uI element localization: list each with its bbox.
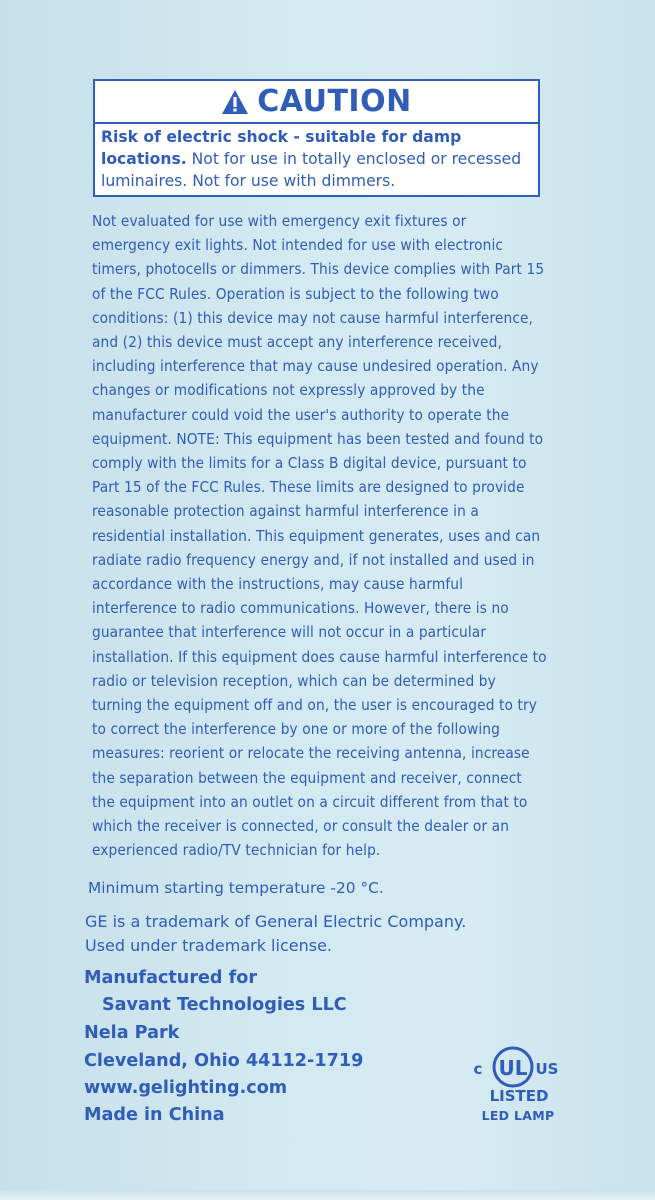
address-line-1: Nela Park [84, 1023, 180, 1043]
caution-box [93, 79, 540, 197]
ul-listed-label: LISTED [489, 1087, 549, 1105]
country-of-origin: Made in China [84, 1105, 225, 1125]
ul-product-label: LED LAMP [481, 1108, 555, 1123]
minimum-temperature: Minimum starting temperature -20 °C. [88, 879, 384, 897]
caution-rest-text: Not for use in totally enclosed or recessed luminaires. Not for use with dimmers. [101, 150, 522, 190]
warning-triangle-icon [221, 89, 249, 115]
trademark-line-2: Used under trademark license. [85, 936, 332, 955]
company-name: Savant Technologies LLC [102, 995, 347, 1015]
ul-logo-text: UL [498, 1056, 528, 1080]
ul-right-letters: US [535, 1060, 559, 1078]
trademark-line-1: GE is a trademark of General Electric Company. [85, 912, 467, 931]
website: www.gelighting.com [84, 1078, 288, 1098]
bottom-edge [0, 1190, 655, 1200]
ul-left-letter: c [473, 1060, 483, 1078]
address-line-2: Cleveland, Ohio 44112-1719 [84, 1051, 364, 1071]
fcc-compliance-text: Not evaluated for use with emergency exit fixtures or emergency exit lights. Not intended for use with electronic timers, photocells or dimmers. This device complies with Part 15 of the FCC Rules. Operation is subject to the following two conditions: (1) this device may not cause harmful interference, and (2) this device must accept any interference received, including interference that may cause undesired operation. Any changes or modifications not expressly approved by the manufacturer could void the user's authority to operate the equipment. NOTE: This equipment has been tested and found to comply with the limits for a Class B digital device, pursuant to Part 15 of the FCC Rules. These limits are designed to provide reasonable protection against harmful interference in a residential installation. This equipment generates, uses and can radiate radio frequency energy and, if not installed and used in accordance with the instructions, may cause harmful interference to radio communications. However, there is no guarantee that interference will not occur in a particular installation. If this equipment does cause harmful interference to radio or television reception, which can be determined by turning the equipment off and on, the user is encouraged to try to correct the interference by one or more of the following measures: reorient or relocate the receiving antenna, increase the separation between the equipment and receiver, connect the equipment into an outlet on a circuit different from that to which the receiver is connected, or consult the dealer or an experienced radio/TV technician for help. [92, 212, 547, 860]
caution-header [95, 81, 538, 124]
manufactured-for: Manufactured for [84, 968, 258, 988]
caution-bold-text: Risk of electric shock - suitable for damp locations. [101, 128, 462, 168]
caution-message [95, 124, 538, 192]
caution-title: CAUTION [257, 84, 412, 119]
